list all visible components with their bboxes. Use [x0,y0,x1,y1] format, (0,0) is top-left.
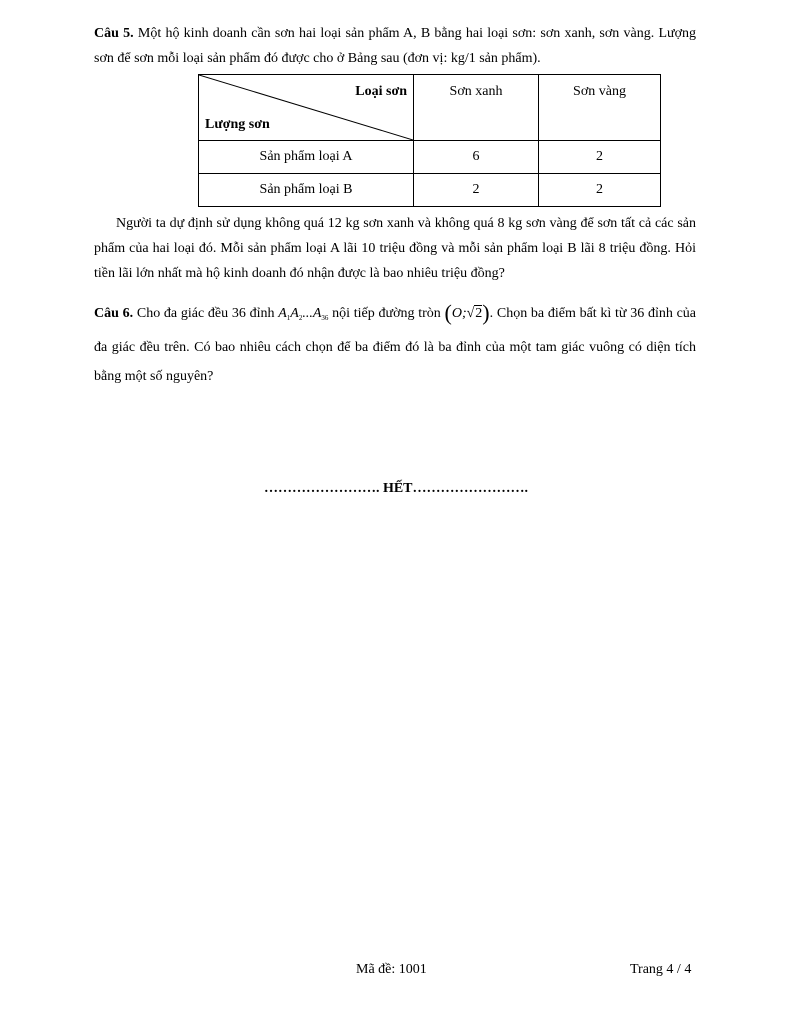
circle-notation [444,300,490,325]
math-subscript: 1 [286,314,291,322]
paren-close: ) [482,300,490,325]
row-label-product-a: Sản phẩm loại A [199,141,414,174]
table-row [199,174,661,207]
table-cell: 2 [539,174,661,207]
table-cell: 6 [414,141,539,174]
page-number: Trang 4 / 4 [630,962,692,977]
corner-header-paint-type: Loại sơn [355,84,407,99]
question-5-body: Một hộ kinh doanh cần sơn hai loại sản phẩm A, B bằng hai loại sơn: sơn xanh, sơn vàng. Lượng sơn để sơn mỗi loại sản phẩm đó được cho ở Bảng sau (đơn vị: kg/1 sản phẩm). [94,26,697,66]
math-subscript: 2 [298,314,303,322]
question-5-text [94,21,696,71]
exam-code: Mã đề: 1001 [356,962,427,977]
question-5-followup: Người ta dự định sử dụng không quá 12 kg sơn xanh và không quá 8 kg sơn vàng để sơn tất cả các sản phẩm của hai loại đó. Mỗi sản phẩm loại A lãi 10 triệu đồng và mỗi sản phẩm loại B lãi 8 triệu đồng. Hỏi tiền lãi lớn nhất mà hộ kinh doanh đó nhận được là bao nhiêu triệu đồng? [94,216,696,281]
math-var: A [312,306,322,321]
polygon-notation [278,306,328,321]
question-6-middle: nội tiếp đường tròn [332,306,441,321]
math-var: A [278,306,287,321]
table-corner-cell [199,75,414,141]
paint-amount-table [198,74,661,207]
question-5-label: Câu 5. [94,26,134,41]
column-header-blue-paint: Sơn xanh [414,75,539,141]
math-center: O; [451,306,467,321]
table-cell: 2 [414,174,539,207]
end-marker: ……………………. HẾT……………………. [263,481,529,496]
row-label-product-b: Sản phẩm loại B [199,174,414,207]
math-var: A [290,306,299,321]
table-row [199,141,661,174]
corner-header-paint-amount: Lượng sơn [205,117,270,132]
sqrt-symbol: √ [466,306,475,321]
question-6-rest: . Chọn ba điểm bất kì từ 36 đỉnh của đa giác đều trên. Có bao nhiêu cách chọn để ba điểm đó là ba đỉnh của một tam giác vuông có diện tích bằng một số nguyên? [94,306,697,384]
question-6-label: Câu 6. [94,306,134,321]
paren-open: ( [444,300,452,325]
sqrt-radicand: 2 [475,306,483,321]
question-6-text [94,298,696,391]
table-cell: 2 [539,141,661,174]
math-subscript: 36 [321,314,329,322]
question-6-intro: Cho đa giác đều 36 đỉnh [136,306,275,321]
math-ellipsis: ... [302,306,313,321]
column-header-yellow-paint: Sơn vàng [539,75,661,141]
